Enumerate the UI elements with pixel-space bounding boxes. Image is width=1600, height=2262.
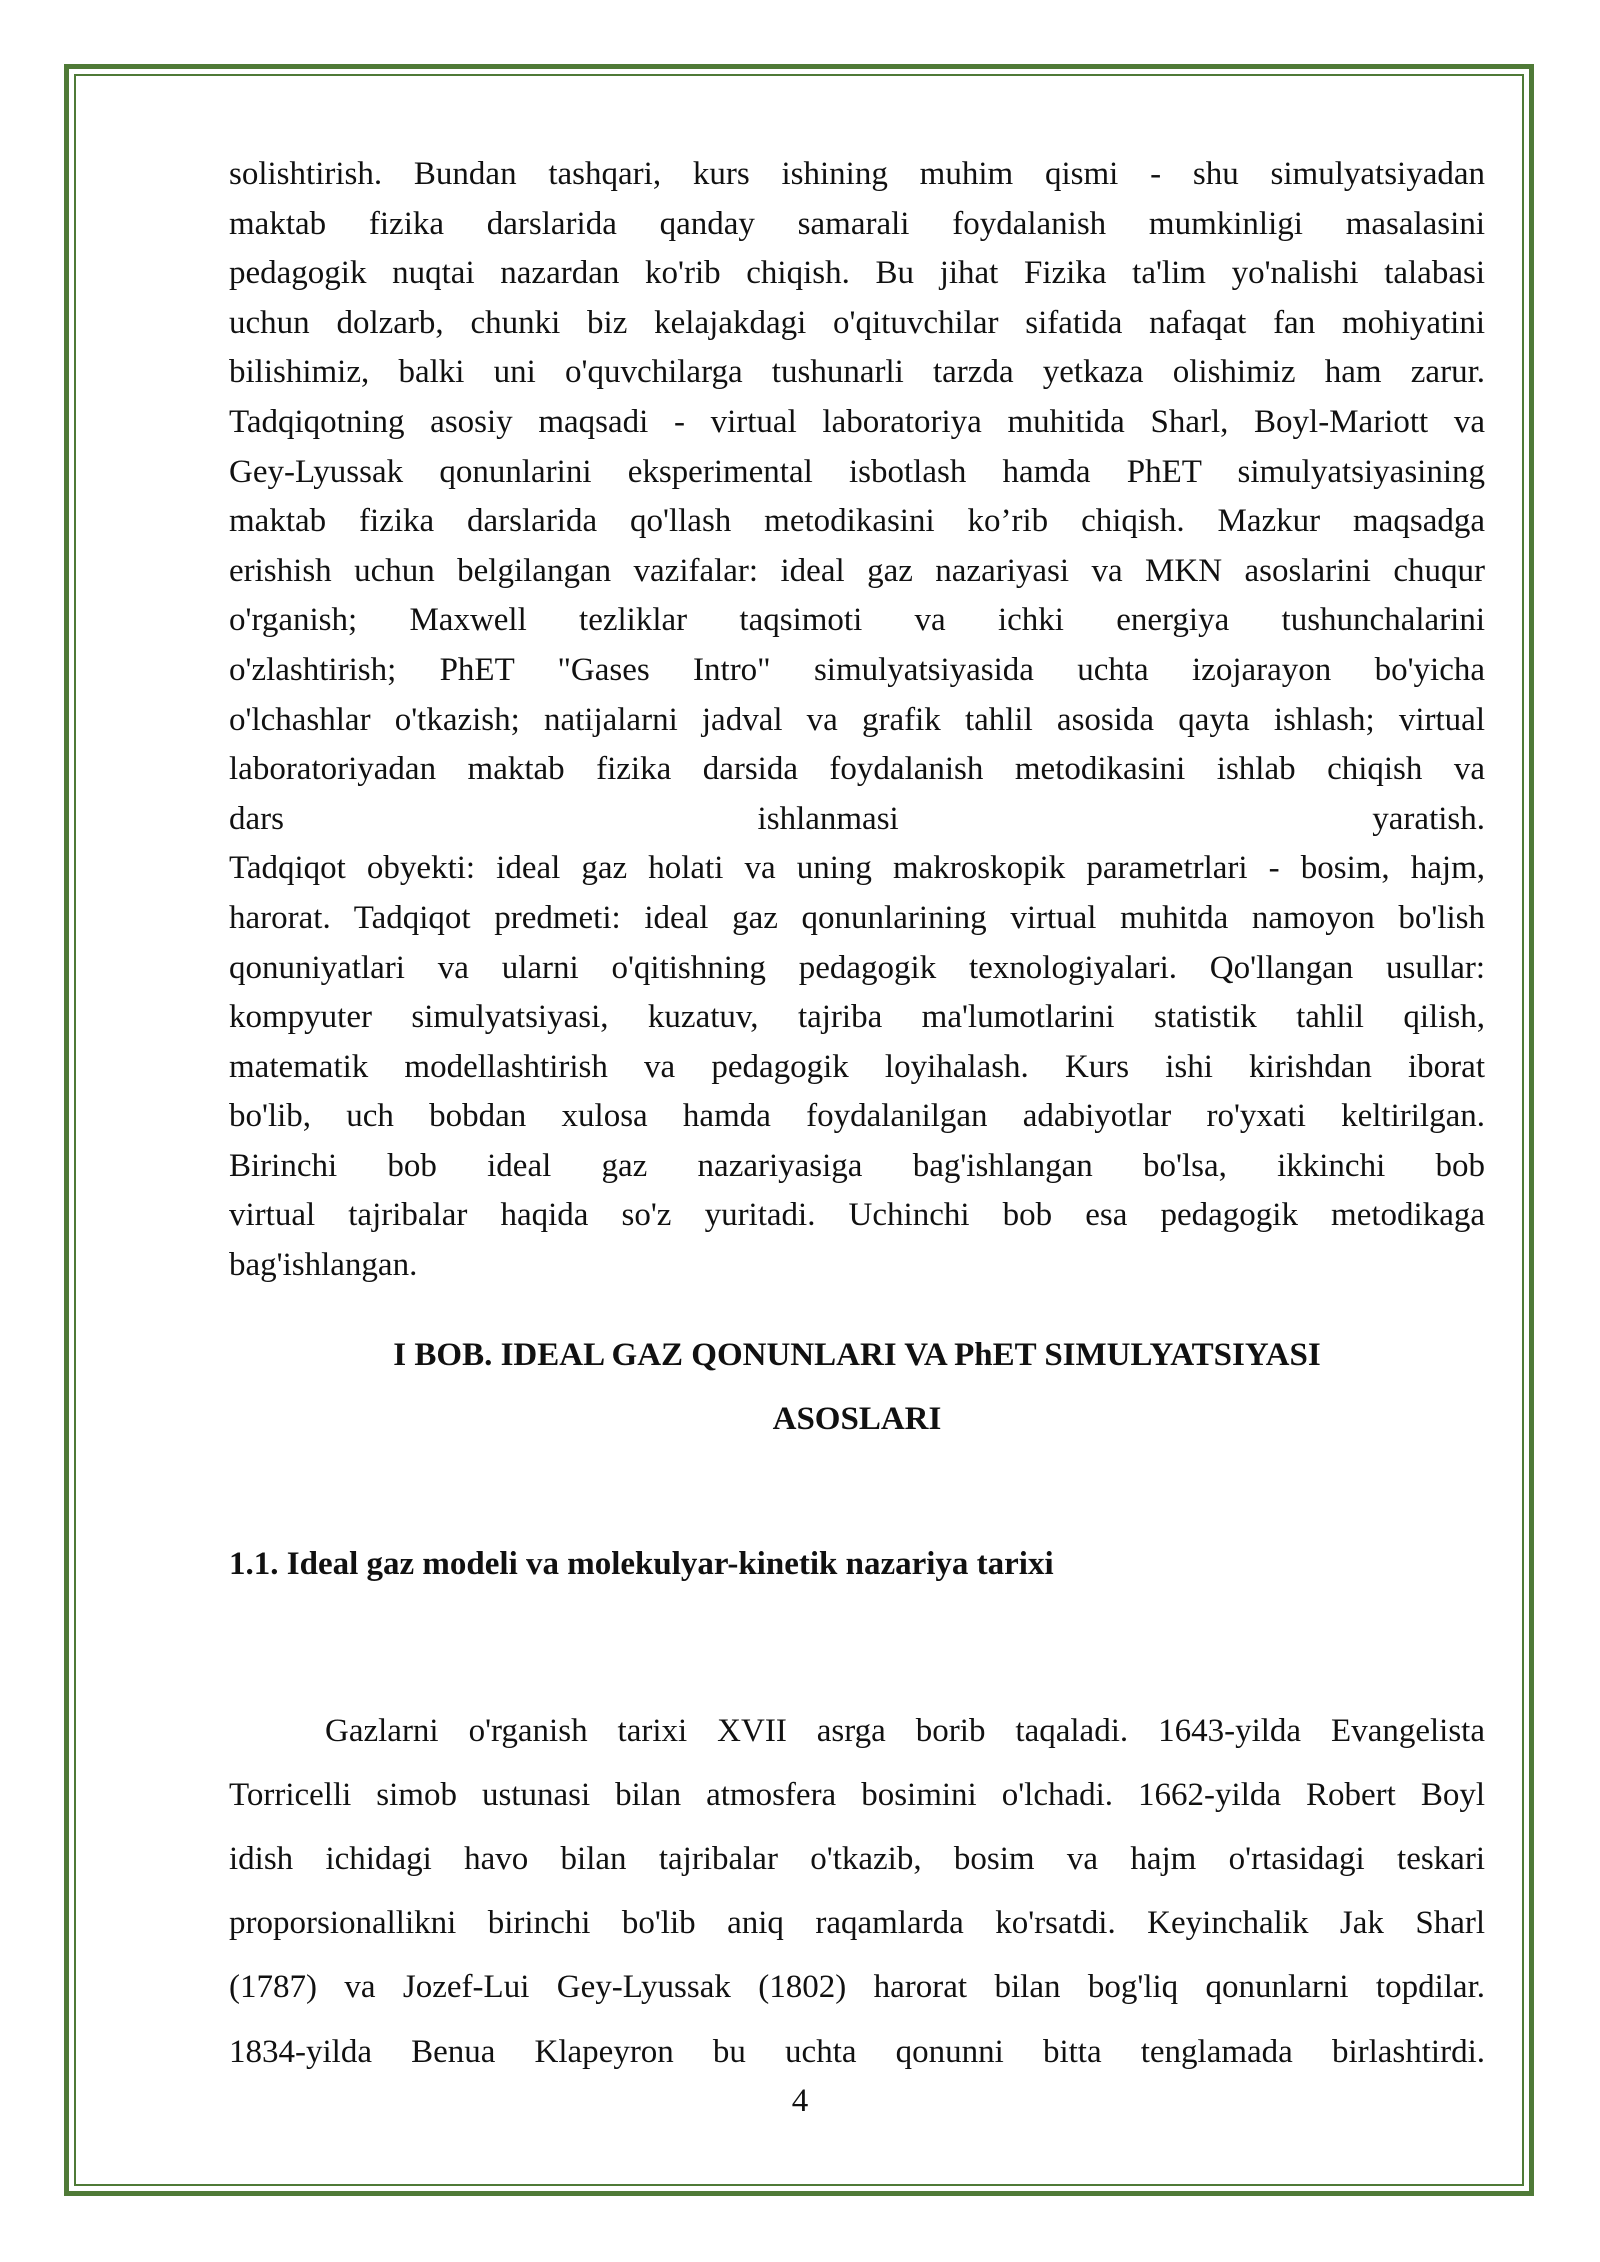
- text-line: o'lchashlar o'tkazish; natijalarni jadval va grafik tahlil asosida qayta ishlash; virtual: [229, 701, 1485, 738]
- text-line: Tadqiqotning asosiy maqsadi - virtual laboratoriya muhitida Sharl, Boyl-Mariott va: [229, 403, 1485, 440]
- page-number: 4: [791, 2083, 809, 2119]
- text-line: Birinchi bob ideal gaz nazariyasiga bag'ishlangan bo'lsa, ikkinchi bob: [229, 1147, 1485, 1184]
- text-line: harorat. Tadqiqot predmeti: ideal gaz qonunlarining virtual muhitda namoyon bo'lish: [229, 899, 1485, 936]
- chapter-title-line: I BOB. IDEAL GAZ QONUNLARI VA PhET SIMULYATSIYASI: [393, 1336, 1321, 1373]
- text-line: bo'lib, uch bobdan xulosa hamda foydalanilgan adabiyotlar ro'yxati keltirilgan.: [229, 1098, 1485, 1135]
- text-line: uchun dolzarb, chunki biz kelajakdagi o'qituvchilar sifatida nafaqat fan mohiyatini: [229, 304, 1485, 341]
- text-line: solishtirish. Bundan tashqari, kurs ishining muhim qismi - shu simulyatsiyadan: [229, 156, 1485, 192]
- text-line: laboratoriyadan maktab fizika darsida foydalanish metodikasini ishlab chiqish va: [229, 751, 1485, 788]
- text-line: (1787) va Jozef-Lui Gey-Lyussak (1802) harorat bilan bog'liq qonunlarni topdilar.: [229, 1969, 1485, 2006]
- text-line: proporsionallikni birinchi bo'lib aniq raqamlarda ko'rsatdi. Keyinchalik Jak Sharl: [229, 1905, 1485, 1942]
- text-line: virtual tajribalar haqida so'z yuritadi. Uchinchi bob esa pedagogik metodikaga: [229, 1197, 1485, 1234]
- text-line: dars ishlanmasi yaratish.: [229, 800, 1485, 837]
- text-line: Torricelli simob ustunasi bilan atmosfera bosimini o'lchadi. 1662-yilda Robert Boyl: [229, 1776, 1485, 1813]
- chapter-title-line: ASOSLARI: [772, 1400, 942, 1437]
- text-line: maktab fizika darslarida qo'llash metodikasini ko’rib chiqish. Mazkur maqsadga: [229, 503, 1485, 540]
- page-content: [229, 150, 1485, 2084]
- text-line: erishish uchun belgilangan vazifalar: ideal gaz nazariyasi va MKN asoslarini chuqur: [229, 552, 1485, 589]
- intro-paragraph: [229, 150, 1485, 1291]
- text-line: idish ichidagi havo bilan tajribalar o'tkazib, bosim va hajm o'rtasidagi teskari: [229, 1841, 1485, 1878]
- section-title: 1.1. Ideal gaz modeli va molekulyar-kinetik nazariya tarixi: [229, 1545, 1054, 1582]
- text-line: Tadqiqot obyekti: ideal gaz holati va uning makroskopik parametrlari - bosim, hajm,: [229, 850, 1485, 887]
- text-line: 1834-yilda Benua Klapeyron bu uchta qonunni bitta tenglamada birlashtirdi.: [229, 2033, 1485, 2070]
- text-line: bilishimiz, balki uni o'quvchilarga tushunarli tarzda yetkaza olishimiz ham zarur.: [229, 354, 1485, 391]
- chapter-title: [229, 1323, 1485, 1451]
- text-line: qonuniyatlari va ularni o'qitishning pedagogik texnologiyalari. Qo'llangan usullar:: [229, 949, 1485, 986]
- text-line: maktab fizika darslarida qanday samarali foydalanish mumkinligi masalasini: [229, 205, 1485, 242]
- history-paragraph: [229, 1699, 1485, 2084]
- text-line: Gazlarni o'rganish tarixi XVII asrga borib taqaladi. 1643-yilda Evangelista: [325, 1712, 1485, 1749]
- text-line: Gey-Lyussak qonunlarini eksperimental isbotlash hamda PhET simulyatsiyasining: [229, 453, 1485, 490]
- text-line: o'zlashtirish; PhET "Gases Intro" simulyatsiyasida uchta izojarayon bo'yicha: [229, 651, 1485, 688]
- text-line: pedagogik nuqtai nazardan ko'rib chiqish. Bu jihat Fizika ta'lim yo'nalishi talabasi: [229, 255, 1485, 292]
- text-line: kompyuter simulyatsiyasi, kuzatuv, tajriba ma'lumotlarini statistik tahlil qilish,: [229, 999, 1485, 1036]
- text-line: matematik modellashtirish va pedagogik loyihalash. Kurs ishi kirishdan iborat: [229, 1048, 1485, 1085]
- text-line: bag'ishlangan.: [229, 1247, 418, 1284]
- text-line: o'rganish; Maxwell tezliklar taqsimoti va ichki energiya tushunchalarini: [229, 602, 1485, 639]
